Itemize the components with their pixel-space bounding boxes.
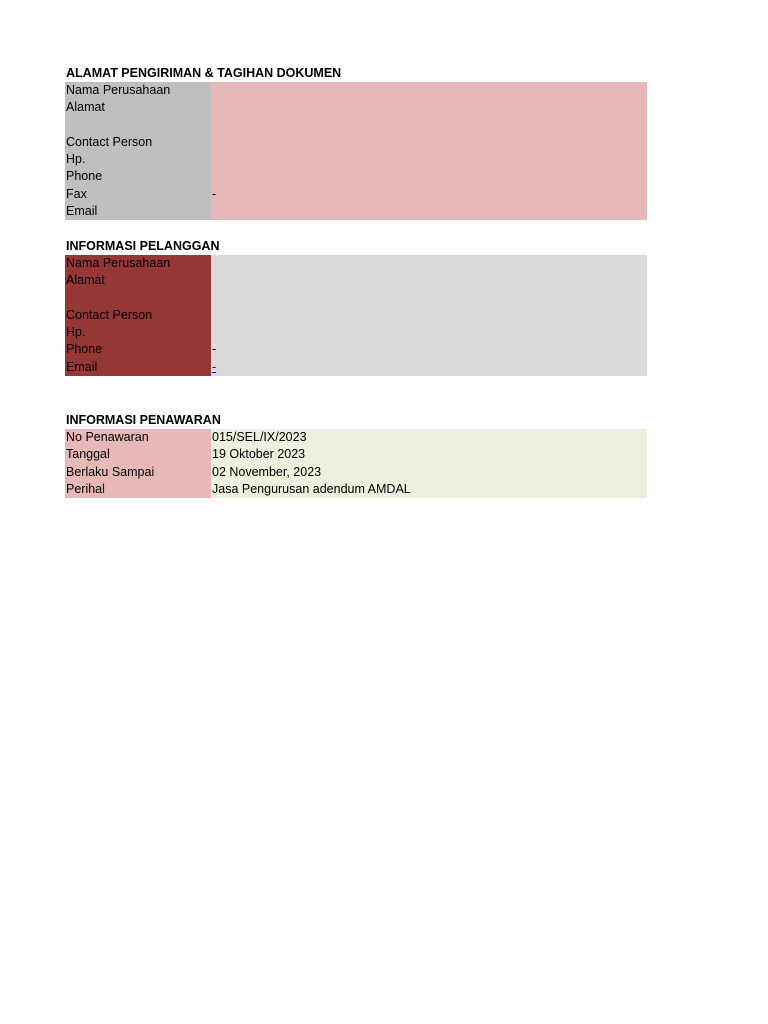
customer-email-label: Email — [65, 359, 211, 376]
customer-email-value — [211, 359, 647, 376]
offer-row-valid-until — [65, 464, 647, 481]
offer-row-number — [65, 429, 647, 446]
shipping-phone-value — [211, 168, 647, 185]
customer-row-hp — [65, 324, 647, 341]
customer-company-label: Nama Perusahaan — [65, 255, 211, 272]
offer-valid-until-value: 02 November, 2023 — [211, 464, 647, 481]
offer-valid-until-label: Berlaku Sampai — [65, 464, 211, 481]
shipping-row-address — [65, 99, 647, 134]
shipping-email-value — [211, 203, 647, 220]
offer-info-title: INFORMASI PENAWARAN — [66, 413, 221, 427]
offer-row-date — [65, 446, 647, 463]
shipping-row-company — [65, 82, 647, 99]
customer-row-phone — [65, 341, 647, 358]
customer-contact-label: Contact Person — [65, 307, 211, 324]
customer-phone-value: - — [211, 341, 647, 358]
offer-date-value: 19 Oktober 2023 — [211, 446, 647, 463]
customer-info-title: INFORMASI PELANGGAN — [66, 239, 220, 253]
shipping-row-email — [65, 203, 647, 220]
shipping-contact-value — [211, 134, 647, 151]
shipping-company-value — [211, 82, 647, 99]
customer-hp-label: Hp. — [65, 324, 211, 341]
offer-row-subject — [65, 481, 647, 498]
customer-company-value — [211, 255, 647, 272]
offer-subject-label: Perihal — [65, 481, 211, 498]
customer-row-address — [65, 272, 647, 307]
customer-contact-value — [211, 307, 647, 324]
shipping-address-label: Alamat — [65, 99, 211, 134]
customer-row-contact — [65, 307, 647, 324]
customer-address-label: Alamat — [65, 272, 211, 307]
customer-row-email — [65, 359, 647, 376]
customer-row-company — [65, 255, 647, 272]
customer-address-value — [211, 272, 647, 307]
customer-info-section — [65, 238, 647, 376]
shipping-phone-label: Phone — [65, 168, 211, 185]
shipping-hp-label: Hp. — [65, 151, 211, 168]
shipping-contact-label: Contact Person — [65, 134, 211, 151]
customer-hp-value — [211, 324, 647, 341]
shipping-row-hp — [65, 151, 647, 168]
customer-email-link[interactable]: - — [212, 359, 217, 374]
customer-phone-label: Phone — [65, 341, 211, 358]
offer-number-label: No Penawaran — [65, 429, 211, 446]
shipping-billing-title: ALAMAT PENGIRIMAN & TAGIHAN DOKUMEN — [66, 66, 342, 80]
shipping-address-value — [211, 99, 647, 134]
offer-date-label: Tanggal — [65, 446, 211, 463]
offer-subject-value: Jasa Pengurusan adendum AMDAL — [211, 481, 647, 498]
shipping-email-label: Email — [65, 203, 211, 220]
offer-info-section — [65, 412, 647, 498]
shipping-row-phone — [65, 168, 647, 185]
shipping-company-label: Nama Perusahaan — [65, 82, 211, 99]
shipping-fax-value: - — [211, 186, 647, 203]
offer-number-value: 015/SEL/IX/2023 — [211, 429, 647, 446]
shipping-fax-label: Fax — [65, 186, 211, 203]
shipping-row-fax — [65, 186, 647, 203]
shipping-billing-section — [65, 65, 647, 220]
shipping-row-contact — [65, 134, 647, 151]
shipping-hp-value — [211, 151, 647, 168]
